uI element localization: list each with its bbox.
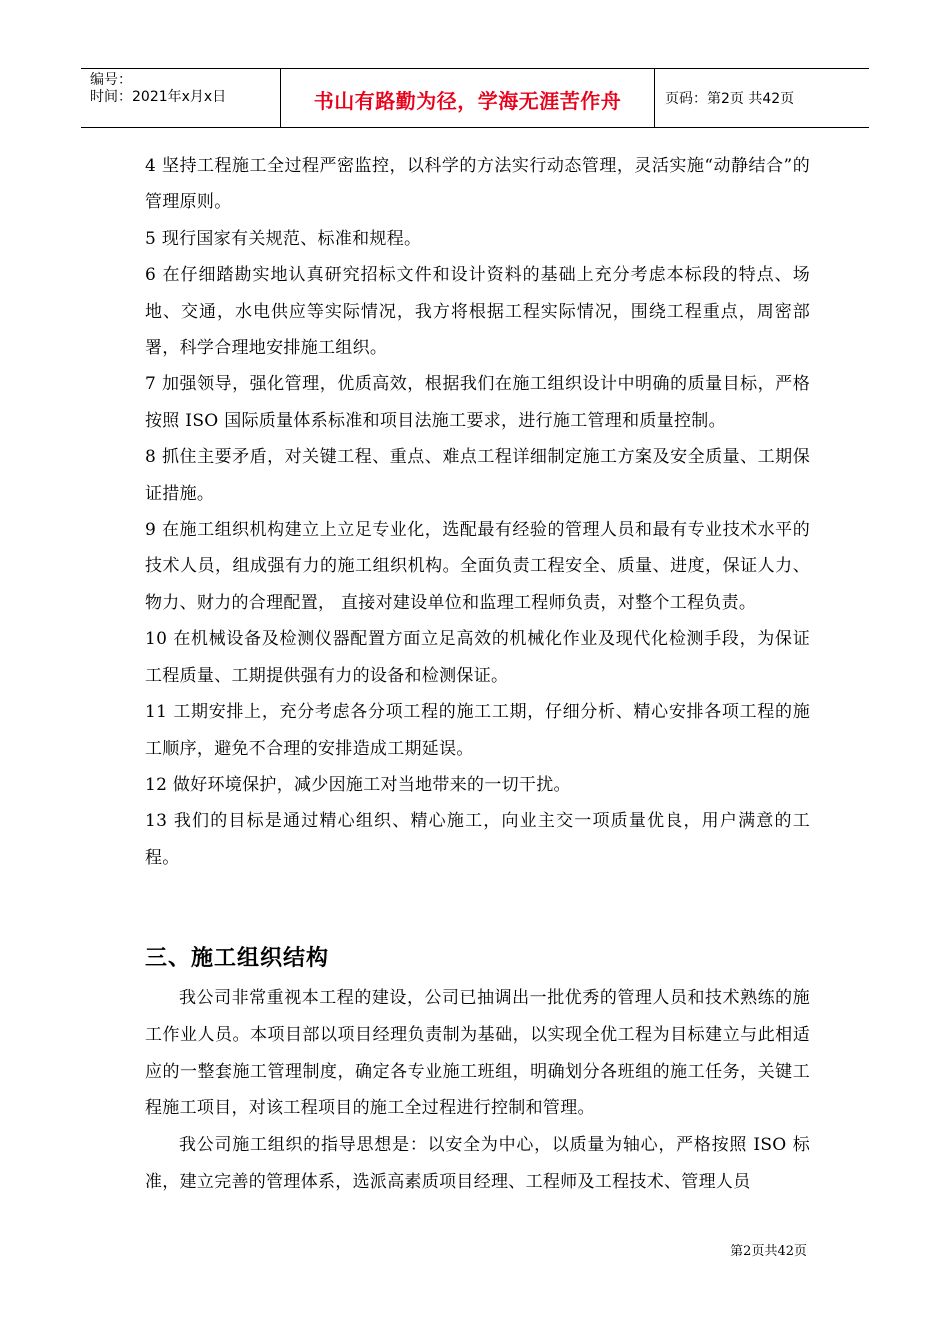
list-item: 6 在仔细踏勘实地认真研究招标文件和设计资料的基础上充分考虑本标段的特点、场地、交通，水电供应等实际情况，我方将根据工程实际情况，围绕工程重点，周密部署，科学合理地安排施工组织。: [145, 265, 810, 359]
list-item: 9 在施工组织机构建立上立足专业化，选配最有经验的管理人员和最有专业技术水平的技术人员，组成强有力的施工组织机构。全面负责工程安全、质量、进度，保证人力、物力、财力的合理配置， 直接对建设单位和监理工程师负责，对整个工程负责。: [145, 520, 810, 613]
list-item: 4 坚持工程施工全过程严密监控，以科学的方法实行动态管理，灵活实施“动静结合”的管理原则。: [145, 156, 810, 213]
list-item: 10 在机械设备及检测仪器配置方面立足高效的机械化作业及现代化检测手段，为保证工程质量、工期提供强有力的设备和检测保证。: [145, 629, 810, 686]
list-item: 7 加强领导，强化管理，优质高效，根据我们在施工组织设计中明确的质量目标，严格按照 ISO 国际质量体系标准和项目法施工要求，进行施工管理和质量控制。: [145, 374, 810, 431]
section-paragraph: 我公司施工组织的指导思想是：以安全为中心，以质量为轴心，严格按照 ISO 标准，建立完善的管理体系，选派高素质项目经理、工程师及工程技术、管理人员: [145, 1135, 810, 1192]
principles-list: [145, 148, 810, 876]
document-time-label: 时间：2021年x月x日: [90, 89, 227, 105]
list-item: 11 工期安排上，充分考虑各分项工程的施工工期，仔细分析、精心安排各项工程的施工顺序，避免不合理的安排造成工期延误。: [145, 702, 810, 759]
page-header: [81, 68, 869, 128]
header-meta-cell: [81, 69, 281, 127]
list-item: 8 抓住主要矛盾，对关键工程、重点、难点工程详细制定施工方案及安全质量、工期保证措施。: [145, 447, 810, 504]
list-item: 5 现行国家有关规范、标准和规程。: [145, 228, 422, 249]
section-paragraph: 我公司非常重视本工程的建设，公司已抽调出一批优秀的管理人员和技术熟练的施工作业人员。本项目部以项目经理负责制为基础，以实现全优工程为目标建立与此相适应的一整套施工管理制度，确定各专业施工班组，明确划分各班组的施工任务，关键工程施工项目，对该工程项目的施工全过程进行控制和管理。: [145, 988, 810, 1119]
section-heading: 三、施工组织结构: [145, 946, 330, 971]
document-number-label: 编号：: [90, 72, 132, 88]
page-footer: 第2页共42页: [730, 1244, 807, 1259]
header-page-label: 页码：第2页 共42页: [665, 91, 795, 107]
list-item: 12 做好环境保护，减少因施工对当地带来的一切干扰。: [145, 774, 571, 795]
section-body: [145, 980, 810, 1201]
header-page-cell: [655, 69, 869, 127]
list-item: 13 我们的目标是通过精心组织、精心施工，向业主交一项质量优良，用户满意的工程。: [145, 811, 810, 868]
header-motto: 书山有路勤为径，学海无涯苦作舟: [313, 88, 622, 113]
header-motto-cell: [281, 69, 655, 127]
